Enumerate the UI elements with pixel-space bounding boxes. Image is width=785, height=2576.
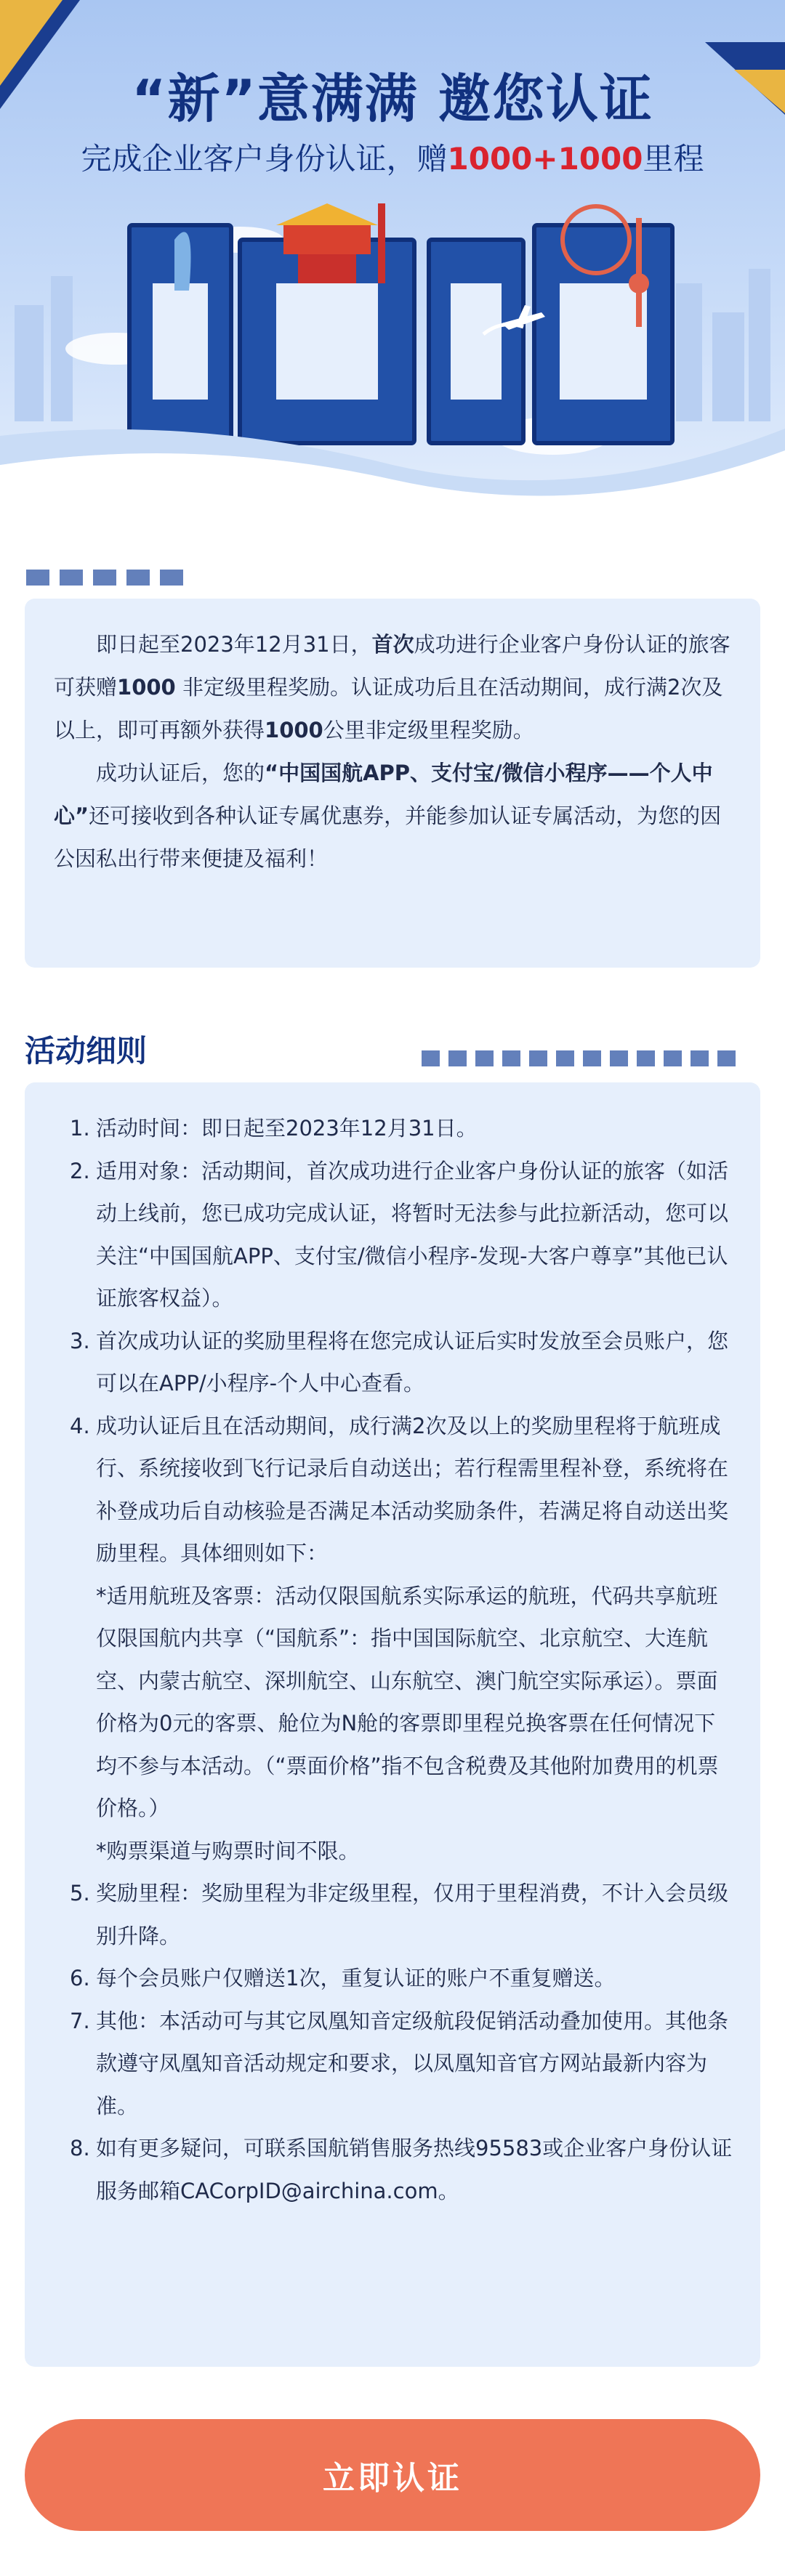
decor-square [126,570,150,586]
intro-text: 即日起至2023年12月31日， [96,632,372,657]
intro-bold: 首次 [371,632,414,657]
rules-list [51,1107,734,2212]
rule-number: 6. [70,1966,90,1990]
rule-text: 适用对象：活动期间，首次成功进行企业客户身份认证的旅客（如活动上线前，您已成功完成认证，将暂时无法参与此拉新活动，您可以关注“中国国航APP、支付宝/微信小程序-发现-大客户尊享”其他已认证旅客权益）。 [96,1158,729,1311]
rule-number: 7. [70,2008,90,2033]
rule-item [51,1107,734,1150]
decor-square [556,1050,574,1066]
rules-panel [25,1082,760,2367]
hero-subtitle-prefix: 完成企业客户身份认证，赠 [81,141,448,177]
decor-square [610,1050,628,1066]
verify-now-button[interactable]: 立即认证 [25,2419,760,2531]
intro-paragraph-1 [54,623,731,752]
rule-text: 首次成功认证的奖励里程将在您完成认证后实时发放至会员账户，您可以在APP/小程序-个人中心查看。 [96,1328,729,1396]
rule-text: 活动时间：即日起至2023年12月31日。 [96,1116,478,1141]
decor-square [664,1050,682,1066]
rules-title: 活动细则 [25,1033,148,1069]
decor-square [93,570,116,586]
intro-text: 公里非定级里程奖励。 [323,718,534,742]
hero-subtitle-highlight: 1000+1000 [447,141,643,177]
rule-number: 8. [70,2136,90,2160]
rule-subtext: *购票渠道与购票时间不限。 [96,1838,360,1863]
rule-text: 奖励里程：奖励里程为非定级里程，仅用于里程消费，不计入会员级别升降。 [96,1881,729,1948]
decor-square [448,1050,467,1066]
rule-text: 每个会员账户仅赠送1次，重复认证的账户不重复赠送。 [96,1966,616,1990]
hero-subtitle [0,135,785,179]
rule-item [51,2000,734,2128]
hero-subtitle-suffix: 里程 [643,141,704,177]
rule-subtext: *适用航班及客票：活动仅限国航系实际承运的航班，代码共享航班仅限国航内共享（“国航系”：指中国国际航空、北京航空、大连航空、内蒙古航空、深圳航空、山东航空、澳门航空实际承运）。票面价格为0元的客票、舱位为N舱的客票即里程兑换客票在任何情况下均不参与本活动。（“票面价格”指不包含税费及其他附加费用的机票价格。） [96,1583,719,1820]
hero-title: “新”意满满 邀您认证 [132,68,653,129]
rule-text: 其他：本活动可与其它凤凰知音定级航段促销活动叠加使用。其他条款遵守凤凰知音活动规定和要求，以凤凰知音官方网站最新内容为准。 [96,2008,729,2118]
intro-text: 非定级里程奖励。认证成功后且在活动期间，成行满2次及以上，即可再额外获得 [54,675,723,742]
decor-square [160,570,183,586]
decor-square [502,1050,520,1066]
decorative-squares [422,1050,736,1066]
city-landmarks-illustration [0,196,785,523]
decor-square [26,570,49,586]
rule-item [51,1405,734,1873]
rule-item [51,1320,734,1405]
decor-square [583,1050,601,1066]
intro-text: 成功认证后，您的 [96,761,265,785]
hero-banner [0,0,785,523]
intro-bold: 1000 [265,718,323,742]
intro-text: 还可接收到各种认证专属优惠券，并能参加认证专属活动，为您的因公因私出行带来便捷及福利！ [54,803,722,871]
intro-text: 成功进行企业客户身份认证的旅客可获赠 [54,632,730,700]
decor-square [60,570,83,586]
rule-number: 1. [70,1116,90,1141]
rule-number: 4. [70,1413,90,1438]
decor-square [637,1050,655,1066]
rule-item [51,1957,734,2000]
decor-square [529,1050,547,1066]
decorative-squares [26,570,183,586]
intro-paragraph-2 [54,752,731,880]
rule-item [51,1872,734,1957]
rule-text: 如有更多疑问，可联系国航销售服务热线95583或企业客户身份认证服务邮箱CACorpID@airchina.com。 [96,2136,733,2203]
intro-bold: “中国国航APP、支付宝/微信小程序——个人中心” [54,761,713,828]
rule-text: 成功认证后且在活动期间，成行满2次及以上的奖励里程将于航班成行、系统接收到飞行记录后自动送出；若行程需里程补登，系统将在补登成功后自动核验是否满足本活动奖励条件，若满足将自动送出奖励里程。具体细则如下： [96,1413,729,1566]
decor-square [422,1050,440,1066]
rule-item [51,2127,734,2212]
rule-number: 3. [70,1328,90,1353]
decor-square [691,1050,709,1066]
decor-square [475,1050,494,1066]
intro-bold: 1000 [117,675,176,700]
rule-item [51,1150,734,1320]
decor-square [717,1050,736,1066]
intro-panel [25,599,760,968]
rule-number: 2. [70,1158,90,1183]
rule-number: 5. [70,1881,90,1905]
